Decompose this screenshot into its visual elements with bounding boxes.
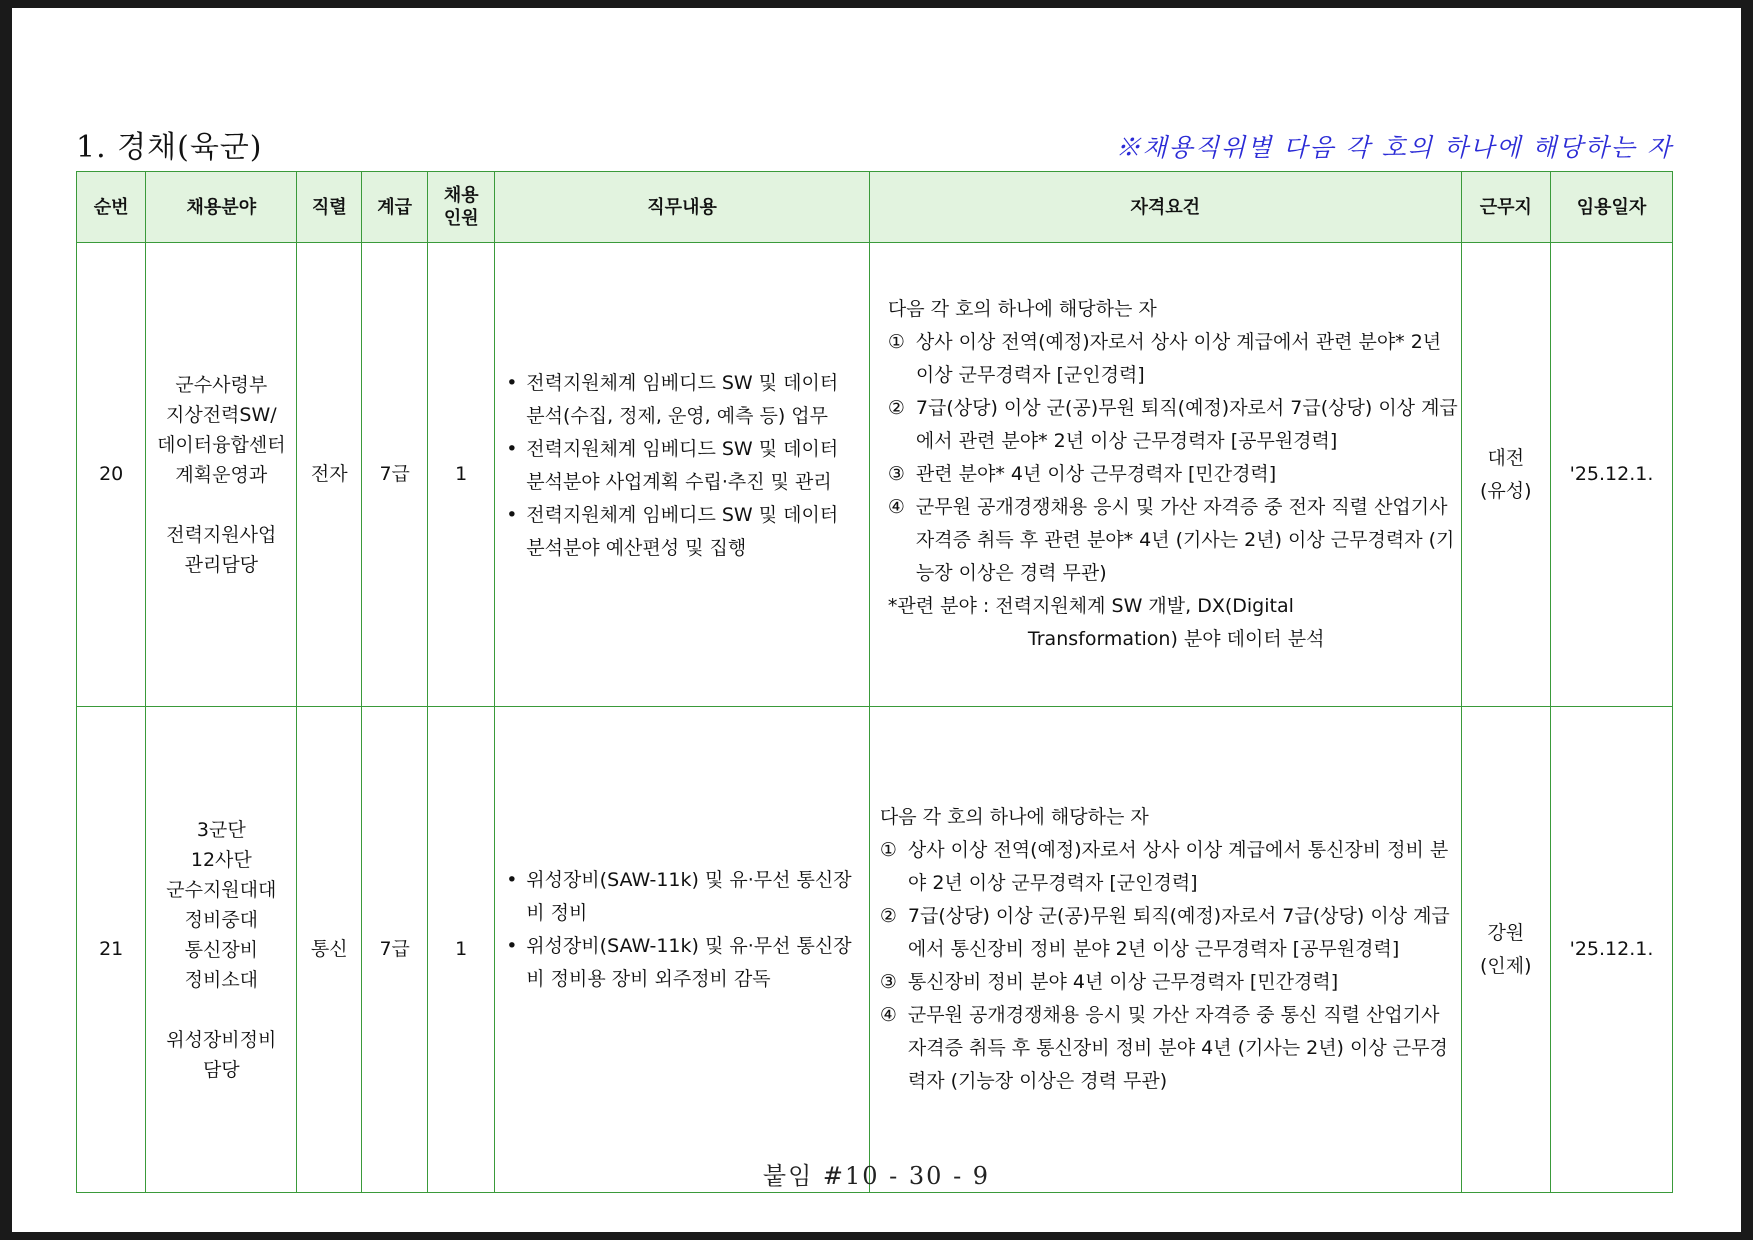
qual-number: ③ [887, 463, 905, 485]
row-qualifications [869, 243, 1461, 707]
header-count: 채용 인원 [428, 172, 495, 243]
qual-item [880, 966, 1459, 999]
duty-item: • 전력지원체계 임베디드 SW 및 데이터 분석분야 사업계획 수립·추진 및 관리 [506, 433, 860, 499]
qual-text: 군무원 공개경쟁채용 응시 및 가산 자격증 중 전자 직렬 산업기사 자격증 취득 후 관련 분야* 4년 (기사는 2년) 이상 근무경력자 (기능장 이상은 경력 무관) [915, 496, 1455, 584]
duty-item: • 위성장비(SAW-11k) 및 유·무선 통신장비 정비용 장비 외주정비 감독 [506, 930, 860, 996]
row-count: 1 [428, 707, 495, 1193]
qual-text: 상사 이상 전역(예정)자로서 상사 이상 계급에서 통신장비 정비 분야 2년 이상 군무경력자 [군인경력] [907, 839, 1449, 894]
header-duty: 직무내용 [495, 172, 870, 243]
duty-item: • 위성장비(SAW-11k) 및 유·무선 통신장비 정비 [506, 864, 860, 930]
eligibility-note: ※채용직위별 다음 각 호의 하나에 해당하는 자 [1115, 133, 1673, 162]
header-location: 근무지 [1461, 172, 1550, 243]
qual-item [880, 900, 1459, 966]
table-header-row [77, 172, 1673, 243]
row-count: 1 [428, 243, 495, 707]
header-grade: 계급 [362, 172, 428, 243]
table-row [77, 243, 1673, 707]
row-duties [495, 707, 870, 1193]
row-no: 20 [77, 243, 146, 707]
qual-text: 7급(상당) 이상 군(공)무원 퇴직(예정)자로서 7급(상당) 이상 계급에서 통신장비 정비 분야 2년 이상 근무경력자 [공무원경력] [907, 905, 1450, 960]
qual-item [888, 458, 1459, 491]
header-series: 직렬 [297, 172, 362, 243]
qual-item [888, 326, 1459, 392]
row-field: 3군단 12사단 군수지원대대 정비중대 통신장비 정비소대 위성장비정비 담당 [146, 707, 297, 1193]
qual-field-note-cont: Transformation) 분야 데이터 분석 [1027, 628, 1325, 650]
qual-item [880, 834, 1459, 900]
row-grade: 7급 [362, 243, 428, 707]
qual-text: 통신장비 정비 분야 4년 이상 근무경력자 [민간경력] [907, 971, 1339, 993]
qual-number: ② [887, 397, 905, 419]
qual-text: 관련 분야* 4년 이상 근무경력자 [민간경력] [915, 463, 1277, 485]
qual-field-note: *관련 분야 : 전력지원체계 SW 개발, DX(Digital [887, 595, 1294, 617]
document-page [12, 8, 1741, 1232]
header-no: 순번 [77, 172, 146, 243]
qual-number: ① [887, 331, 905, 353]
qual-text: 군무원 공개경쟁채용 응시 및 가산 자격증 중 통신 직렬 산업기사 자격증 취득 후 통신장비 정비 분야 4년 (기사는 2년) 이상 근무경력자 (기능장 이상은 경력 무관) [907, 1004, 1448, 1092]
row-location: 강원 (인제) [1461, 707, 1550, 1193]
header-qualification: 자격요건 [869, 172, 1461, 243]
duty-item: • 전력지원체계 임베디드 SW 및 데이터 분석(수집, 정제, 운영, 예측 등) 업무 [506, 367, 860, 433]
table-row [77, 707, 1673, 1193]
row-qualifications [869, 707, 1461, 1193]
row-field: 군수사령부 지상전력SW/ 데이터융합센터 계획운영과 전력지원사업 관리담당 [146, 243, 297, 707]
row-no: 21 [77, 707, 146, 1193]
recruitment-table [76, 171, 1673, 1193]
page-footer: 붙임 #10 - 30 - 9 [762, 1162, 991, 1190]
qual-text: 7급(상당) 이상 군(공)무원 퇴직(예정)자로서 7급(상당) 이상 계급에서 관련 분야* 2년 이상 근무경력자 [공무원경력] [915, 397, 1458, 452]
qual-number: ③ [879, 971, 897, 993]
row-duties [495, 243, 870, 707]
row-grade: 7급 [362, 707, 428, 1193]
row-start-date: '25.12.1. [1551, 707, 1673, 1193]
header-start-date: 임용일자 [1551, 172, 1673, 243]
duty-item: • 전력지원체계 임베디드 SW 및 데이터 분석분야 예산편성 및 집행 [506, 499, 860, 565]
row-start-date: '25.12.1. [1551, 243, 1673, 707]
qual-number: ② [879, 905, 897, 927]
qual-intro: 다음 각 호의 하나에 해당하는 자 [887, 298, 1157, 320]
qual-item [880, 999, 1459, 1098]
row-series: 전자 [297, 243, 362, 707]
section-title: 1. 경채(육군) [76, 130, 263, 165]
qual-number: ① [879, 839, 897, 861]
row-series: 통신 [297, 707, 362, 1193]
qual-item [888, 392, 1459, 458]
header-field: 채용분야 [146, 172, 297, 243]
qual-item [888, 491, 1459, 590]
qual-intro: 다음 각 호의 하나에 해당하는 자 [879, 806, 1149, 828]
qual-text: 상사 이상 전역(예정)자로서 상사 이상 계급에서 관련 분야* 2년 이상 군무경력자 [군인경력] [915, 331, 1442, 386]
qual-number: ④ [879, 1004, 897, 1026]
row-location: 대전 (유성) [1461, 243, 1550, 707]
qual-number: ④ [887, 496, 905, 518]
